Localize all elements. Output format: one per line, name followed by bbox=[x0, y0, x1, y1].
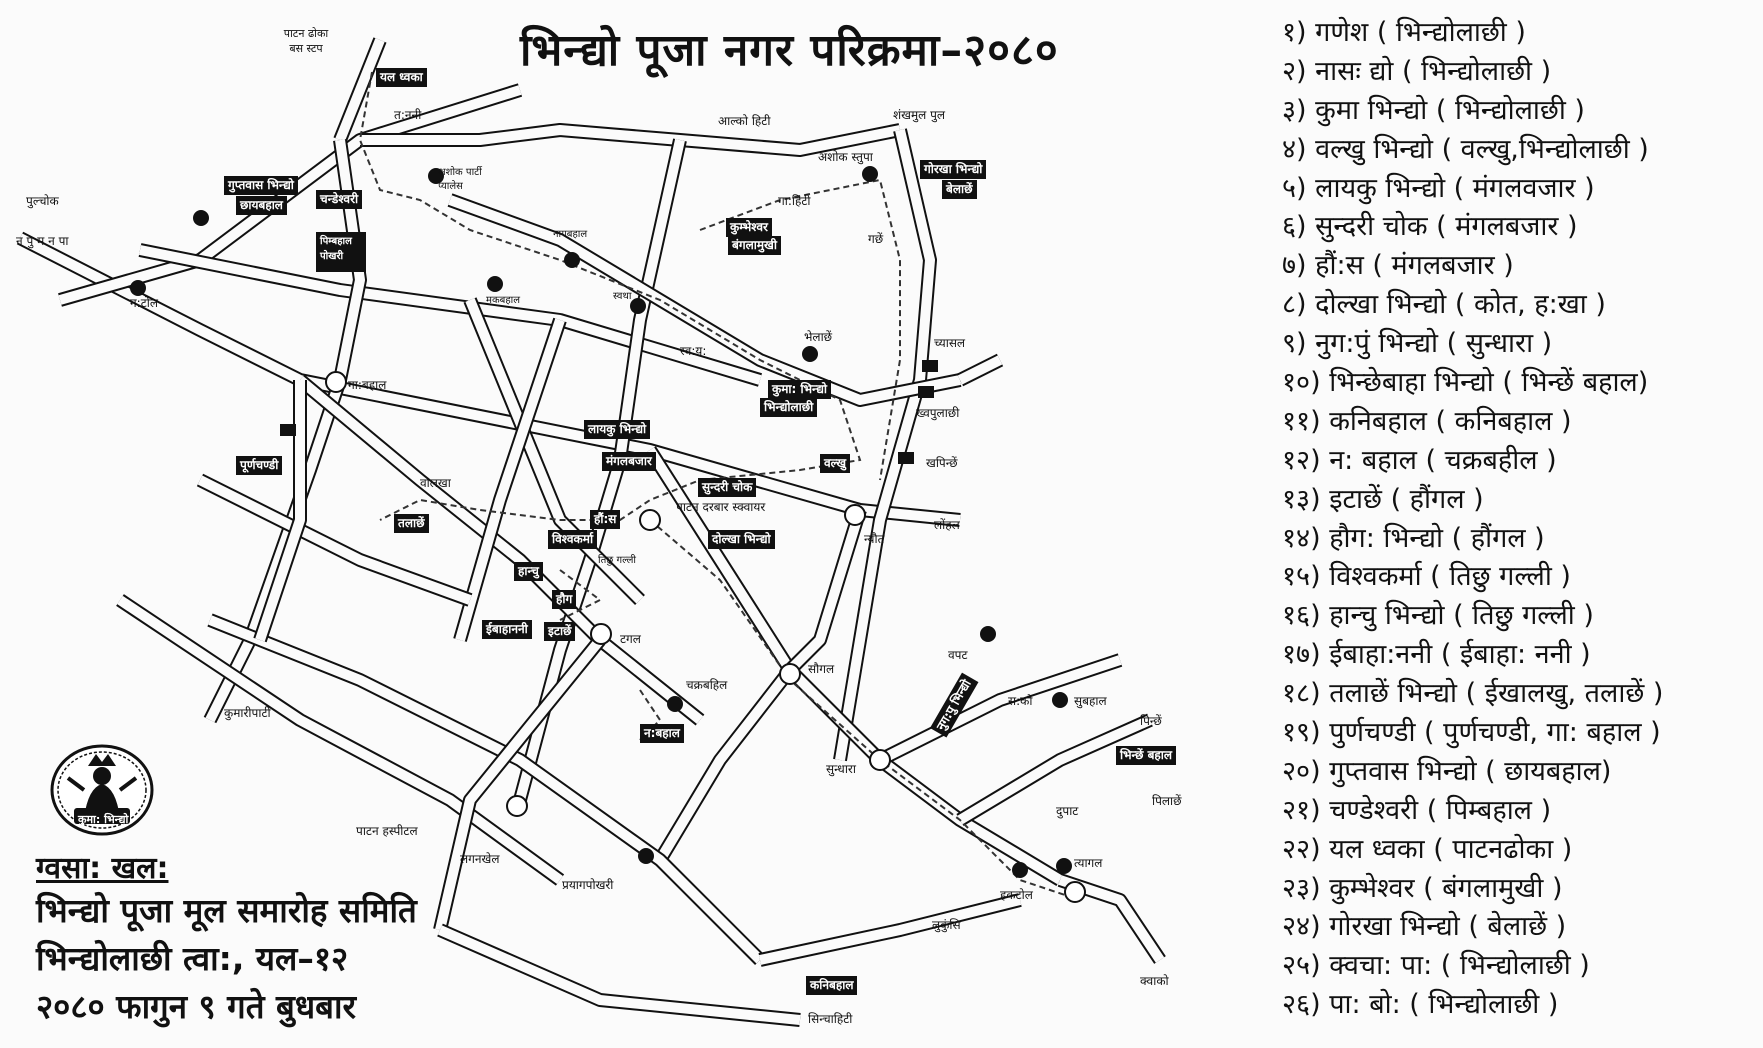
roundabout-2 bbox=[640, 510, 660, 530]
site-box-haug: हौग bbox=[552, 590, 576, 609]
landmark-dot-6 bbox=[630, 298, 646, 314]
roundabout-6 bbox=[870, 750, 890, 770]
place-label-saugal: सौगल bbox=[808, 662, 835, 676]
roundabout-7 bbox=[507, 796, 527, 816]
site-box-ibahanani: ईबाहाननी bbox=[482, 620, 532, 639]
site-box-dolkha: दोल्खा भिन्द्यो bbox=[708, 530, 775, 549]
legend-item-1: १) गणेश ( भिन्द्योलाछी ) bbox=[1282, 17, 1526, 48]
legend-item-15: १५) विश्वकर्मा ( तिछु गल्ली ) bbox=[1282, 561, 1571, 593]
place-label-ga-bahal: गा:बहाल bbox=[348, 378, 387, 392]
site-box-mangalbazar: मंगलबजार bbox=[602, 452, 656, 471]
legend-item-10: १०) भिन्छेबाहा भिन्द्यो ( भिन्छें बहाल) bbox=[1282, 367, 1649, 399]
place-label-belachhen: भेलाछें bbox=[804, 330, 833, 344]
place-label-sa-ko: स:को bbox=[1008, 694, 1033, 708]
site-box-itachhen: इटाछें bbox=[544, 622, 575, 641]
legend-item-17: १७) ईबाहा:ननी ( ईबाहा: ननी ) bbox=[1282, 639, 1591, 671]
legend-item-13: १३) इटाछें ( हौंगल ) bbox=[1282, 483, 1484, 515]
place-label-patan-durbar-square: पाटन दरबार स्क्वायर bbox=[676, 500, 766, 514]
place-label-na-tol: न:टोल bbox=[130, 296, 158, 310]
legend-item-3: ३) कुमा भिन्द्यो ( भिन्द्योलाछी ) bbox=[1282, 94, 1585, 126]
site-box-purnachandi: पूर्णचण्डी bbox=[236, 456, 282, 475]
place-label-patan-dhoka-bus-stop: पाटन ढोका बस स्टप bbox=[283, 27, 329, 55]
roundabout-5 bbox=[780, 664, 800, 684]
organizer-block bbox=[36, 846, 417, 1031]
place-label-pulchowk: पुल्चोक bbox=[26, 194, 59, 208]
legend-item-19: १९) पुर्णचण्डी ( पुर्णचण्डी, गा: बहाल ) bbox=[1282, 717, 1661, 749]
landmark-dot-14 bbox=[638, 848, 654, 864]
place-label-sundhara: सुन्धारा bbox=[826, 762, 856, 776]
legend-item-21: २१) चण्डेश्वरी ( पिम्बहाल ) bbox=[1282, 794, 1552, 826]
place-label-swotha: स्वथा bbox=[613, 291, 632, 302]
organizer-heading: ग्वसा: खल: bbox=[36, 851, 169, 886]
place-label-ashok-party-palace: अशोक पार्टी प्यालेस bbox=[438, 167, 482, 192]
place-label-balkha: वालखा bbox=[420, 476, 451, 490]
place-label-lukunsi: लुकुंसि bbox=[932, 918, 961, 932]
place-label-pinchhen: पिन्छें bbox=[1140, 714, 1162, 728]
place-label-prayagpokhari: प्रयागपोखरी bbox=[562, 878, 614, 892]
place-label-dupat: दुपाट bbox=[1056, 804, 1079, 818]
organizer-name: भिन्द्यो पूजा मूल समारोह समिति bbox=[36, 891, 417, 930]
place-label-khapinchhen: खपिन्छें bbox=[926, 456, 958, 470]
site-box-bhinchhe-bahal: भिन्छें बहाल bbox=[1116, 746, 1176, 765]
site-box-hanchu: हान्चु bbox=[514, 562, 543, 581]
roundabout-1 bbox=[326, 372, 346, 392]
landmark-dot-13 bbox=[667, 696, 683, 712]
map-title: भिन्द्यो पूजा नगर परिक्रमा–२०८० bbox=[520, 25, 1059, 76]
place-label-kumaripati: कुमारीपाटी bbox=[224, 706, 271, 720]
place-label-khwapulachhi: ख्वपुलाछी bbox=[916, 406, 960, 420]
legend-item-6: ६) सुन्दरी चोक ( मंगलबजार ) bbox=[1282, 211, 1578, 243]
site-box-nugapun: नुग:पु भिन्द्यो bbox=[930, 673, 978, 738]
legend-item-25: २५) क्वचा: पा: ( भिन्द्योलाछी ) bbox=[1282, 950, 1590, 982]
place-label-maksahal: मकबहाल bbox=[486, 295, 521, 306]
place-label-ashok-stupa: अशोक स्तुपा bbox=[818, 150, 873, 164]
landmark-dot-11 bbox=[1012, 862, 1028, 878]
site-box-layaku: लायकु भिन्द्यो bbox=[584, 420, 650, 439]
landmark-dot-12 bbox=[1056, 858, 1072, 874]
legend-item-18: १८) तलाछें भिन्द्यो ( ईखालखु, तलाछें ) bbox=[1282, 678, 1664, 710]
legend-item-7: ७) हौं:स ( मंगलबजार ) bbox=[1282, 250, 1514, 282]
organizer-address: भिन्द्योलाछी त्वा:, यल–१२ bbox=[36, 939, 349, 978]
legend-item-26: २६) पा: बो: ( भिन्द्योलाछी ) bbox=[1282, 989, 1559, 1021]
place-label-tagal: टगल bbox=[620, 632, 641, 646]
site-box-talachhen: तलाछें bbox=[394, 514, 429, 533]
structure-square-2 bbox=[918, 386, 934, 398]
site-box-bhindyolachhi: भिन्द्योलाछी bbox=[760, 398, 817, 417]
place-label-ta-nani: त:ननी bbox=[394, 108, 422, 122]
site-box-gorkha: गोरखा भिन्द्यो bbox=[920, 160, 986, 179]
structure-square-3 bbox=[898, 452, 914, 464]
place-label-subahal: सुबहाल bbox=[1074, 694, 1107, 708]
site-box-balkhu: वल्खु bbox=[820, 454, 850, 473]
place-label-tyagal: त्यागल bbox=[1074, 856, 1103, 870]
legend-item-12: १२) न: बहाल ( चक्रबहील ) bbox=[1282, 444, 1557, 476]
landmark-dot-9 bbox=[980, 626, 996, 642]
site-box-guptawas: गुप्तवास भिन्द्यो bbox=[224, 176, 298, 195]
roundabout-3 bbox=[845, 505, 865, 525]
site-box-kumbheshwar: कुम्भेश्वर bbox=[726, 218, 772, 237]
site-box-sundari-chok: सुन्दरी चोक bbox=[698, 478, 756, 497]
place-label-alko-hiti: आल्को हिटी bbox=[718, 114, 771, 128]
landmark-dot-4 bbox=[487, 276, 503, 292]
legend-item-14: १४) हौग: भिन्द्यो ( हौंगल ) bbox=[1282, 522, 1545, 554]
event-date: २०८० फागुन ९ गते बुधबार bbox=[36, 987, 357, 1026]
site-box-vishwakarma: विश्वकर्मा bbox=[548, 530, 597, 549]
place-label-tichhu-galli: तिछु गल्ली bbox=[598, 555, 636, 566]
legend-item-16: १६) हान्चु भिन्द्यो ( तिछु गल्ली ) bbox=[1282, 600, 1594, 632]
legend-item-9: ९) नुग:पुं भिन्द्यो ( सुन्धारा ) bbox=[1282, 328, 1553, 360]
legend-item-2: २) नासः द्यो ( भिन्द्योलाछी ) bbox=[1282, 55, 1552, 87]
place-label-nagbahal: नागबहाल bbox=[553, 229, 588, 240]
place-label-sinchahiti: सिन्चाहिटी bbox=[808, 1012, 853, 1026]
place-label-naut: न्यौत bbox=[864, 532, 885, 546]
place-label-chakrabahil: चक्रबहिल bbox=[686, 678, 728, 692]
place-label-patan-hospital: पाटन हस्पीटल bbox=[356, 824, 418, 838]
site-box-chandeshwari: चन्डेश्वरी bbox=[316, 190, 362, 209]
landmark-dot-7 bbox=[862, 166, 878, 182]
roundabout-8 bbox=[1065, 882, 1085, 902]
site-box-yal-dhwaka: यल ध्वका bbox=[376, 68, 427, 87]
legend-item-8: ८) दोल्खा भिन्द्यो ( कोत, ह:खा ) bbox=[1282, 289, 1606, 321]
site-legend bbox=[1282, 14, 1752, 1025]
place-label-bapat: वपट bbox=[948, 648, 968, 662]
legend-item-5: ५) लायकु भिन्द्यो ( मंगलवजार ) bbox=[1282, 172, 1595, 204]
place-label-hakatol: हकटोल bbox=[1000, 888, 1033, 902]
legend-item-4: ४) वल्खु भिन्द्यो ( वल्खु,भिन्द्योलाछी ) bbox=[1282, 133, 1649, 165]
place-label-lohal: लोंहल bbox=[934, 518, 960, 532]
site-box-kuma-bhindyo: कुमा: भिन्द्यो bbox=[768, 380, 831, 399]
place-label-ga-hiti: गा:हिटी bbox=[778, 194, 811, 208]
site-box-kanibahal: कनिबहाल bbox=[806, 976, 857, 995]
legend-item-23: २३) कुम्भेश्वर ( बंगलामुखी ) bbox=[1282, 872, 1563, 904]
site-box-na-bahal: न:बहाल bbox=[640, 724, 684, 743]
landmark-dot-5 bbox=[564, 252, 580, 268]
place-label-chyasal: च्यासल bbox=[934, 336, 966, 350]
site-box-banglamukhi: बंगलामुखी bbox=[728, 236, 781, 255]
place-label-swa-ya: स्व:य: bbox=[680, 344, 707, 358]
site-box-haunsa: हौं:स bbox=[590, 510, 620, 529]
place-label-lagankhel: लगनखेल bbox=[460, 852, 500, 866]
site-box-pimbahal: पिम्बहाल पोखरी bbox=[316, 232, 366, 272]
legend-item-20: २०) गुप्तवास भिन्द्यो ( छायबहाल) bbox=[1282, 755, 1612, 787]
place-label-napumnapa: न पु म न पा bbox=[16, 234, 69, 248]
emblem-caption: कुमा: भिन्द्यो bbox=[78, 813, 129, 826]
site-box-belachhen: बेलाछें bbox=[942, 180, 977, 199]
place-label-pilachhen: पिलाछें bbox=[1152, 794, 1182, 808]
structure-square-4 bbox=[280, 424, 296, 436]
place-label-gachhen: गछें bbox=[868, 232, 884, 246]
landmark-dot-8 bbox=[802, 346, 818, 362]
legend-item-11: ११) कनिबहाल ( कनिबहाल ) bbox=[1282, 405, 1572, 437]
legend-item-24: २४) गोरखा भिन्द्यो ( बेलाछें ) bbox=[1282, 911, 1567, 943]
legend-item-22: २२) यल ध्वका ( पाटनढोका ) bbox=[1282, 833, 1573, 865]
place-label-kwarko: क्वाको bbox=[1140, 974, 1169, 988]
roundabout-4 bbox=[591, 624, 611, 644]
structure-square-1 bbox=[922, 360, 938, 372]
landmark-dot-10 bbox=[1052, 692, 1068, 708]
site-box-chhayabahal: छायबहाल bbox=[236, 196, 287, 215]
place-label-shankhamul-pul: शंखमुल पुल bbox=[893, 108, 946, 122]
landmark-dot-1 bbox=[193, 210, 209, 226]
